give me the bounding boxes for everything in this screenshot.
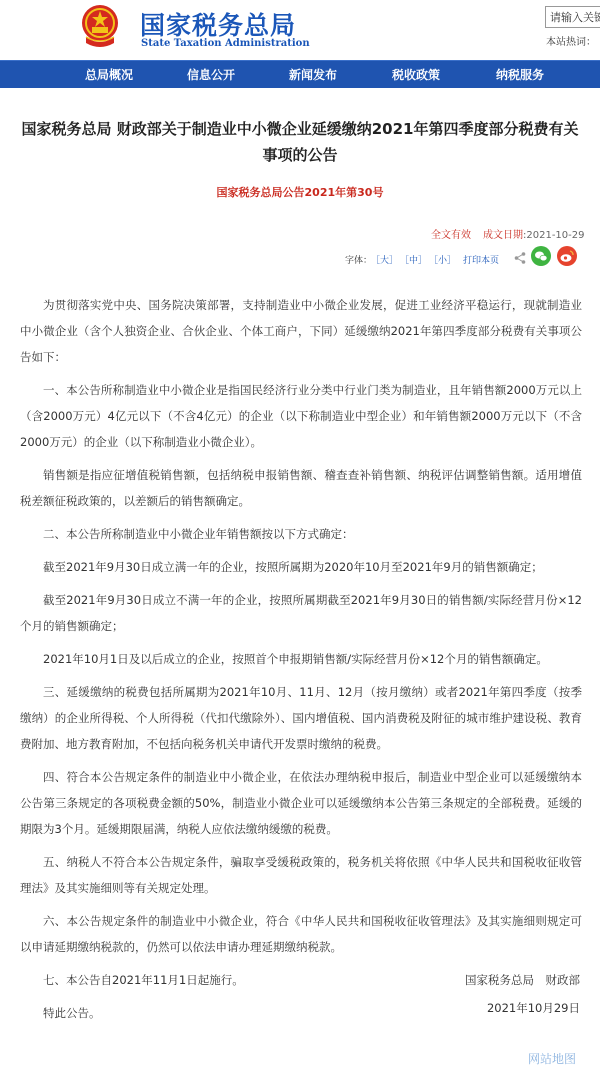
validity-status: 全文有效 (431, 230, 471, 241)
site-header (0, 0, 600, 60)
paragraph-1: 一、本公告所称制造业中小微企业是指国民经济行业分类中行业门类为制造业，且年销售额2000万元以上（含2000万元）4亿元以下（不含4亿元）的企业（以下称制造业中型企业）和年销售额2000万元以下（不含2000万元）的企业（以下称制造业小微企业）。 (20, 383, 582, 449)
paragraph-5: 五、纳税人不符合本公告规定条件，骗取享受缓税政策的，税务机关将依照《中华人民共和国税收征收管理法》及其实施细则等有关规定处理。 (20, 855, 582, 895)
document-number: 国家税务总局公告2021年第30号 (216, 186, 384, 199)
nav-item-tax-service[interactable]: 纳税服务 (496, 68, 545, 82)
paragraph-2-item-2: 截至2021年9月30日成立不满一年的企业，按照所属期截至2021年9月30日的销售额/实际经营月份×12个月的销售额确定； (20, 593, 582, 633)
main-nav (0, 60, 600, 88)
paragraph-4: 四、符合本公告规定条件的制造业中小微企业，在依法办理纳税申报后，制造业中型企业可以延缓缴纳本公告第三条规定的各项税费金额的50%，制造业小微企业可以延缓缴纳本公告第三条规定的全部税费。延缓的期限为3个月。延缓期限届满，纳税人应依法缴纳缓缴的税费。 (20, 770, 582, 836)
print-page-button[interactable]: 打印本页 (463, 256, 500, 266)
hot-search-label: 本站热词： (546, 37, 596, 48)
paragraph-closing: 特此公告。 (43, 1006, 101, 1020)
paragraph-2-item-3: 2021年10月1日及以后成立的企业，按照首个申报期销售额/实际经营月份×12个月的销售额确定。 (43, 652, 548, 666)
paragraph-7: 七、本公告自2021年11月1日起施行。 (43, 973, 244, 987)
national-emblem-icon[interactable] (80, 3, 120, 51)
article-title: 国家税务总局 财政部关于制造业中小微企业延缓缴纳2021年第四季度部分税费有关事项的公告 (21, 120, 579, 164)
date-value: :2021-10-29 (523, 230, 585, 241)
paragraph-2: 二、本公告所称制造业中小微企业年销售额按以下方式确定： (43, 527, 354, 541)
weibo-share-icon[interactable] (557, 246, 577, 266)
nav-item-news[interactable]: 新闻发布 (289, 68, 338, 82)
site-map-link[interactable]: 网站地图 (528, 1052, 577, 1066)
paragraph-3: 三、延缓缴纳的税费包括所属期为2021年10月、11月、12月（按月缴纳）或者2021年第四季度（按季缴纳）的企业所得税、个人所得税（代扣代缴除外）、国内增值税、国内消费税及附征的城市维护建设税、教育费附加、地方教育附加，不包括向税务机关申请代开发票时缴纳的税费。 (20, 685, 582, 751)
wechat-share-icon[interactable] (531, 246, 551, 266)
font-medium-button[interactable]: ［中］ (400, 256, 428, 266)
nav-item-tax-policy[interactable]: 税收政策 (392, 68, 441, 82)
share-icon[interactable] (513, 251, 527, 265)
search-input[interactable] (545, 6, 600, 28)
nav-item-info-disclosure[interactable]: 信息公开 (187, 68, 236, 82)
signing-organizations: 国家税务总局 财政部 (465, 973, 580, 987)
article-body (20, 292, 582, 1033)
date-label: 成文日期 (483, 230, 523, 241)
site-logo-english: State Taxation Administration (141, 38, 310, 49)
font-size-label: 字体： (345, 256, 373, 266)
site-logo-text[interactable]: 国家税务总局 (140, 11, 297, 40)
paragraph-1-note: 销售额是指应征增值税销售额，包括纳税申报销售额、稽查查补销售额、纳税评估调整销售额。适用增值税差额征税政策的，以差额后的销售额确定。 (20, 468, 582, 508)
paragraph-2-item-1: 截至2021年9月30日成立满一年的企业，按照所属期为2020年10月至2021年9月的销售额确定； (43, 560, 543, 574)
font-large-button[interactable]: ［大］ (371, 256, 399, 266)
paragraph-6: 六、本公告规定条件的制造业中小微企业，符合《中华人民共和国税收征收管理法》及其实施细则规定可以申请延期缴纳税款的，仍然可以依法申请办理延期缴纳税款。 (20, 914, 582, 954)
document-date (483, 226, 584, 241)
nav-item-overview[interactable]: 总局概况 (85, 68, 134, 82)
paragraph-intro: 为贯彻落实党中央、国务院决策部署，支持制造业中小微企业发展，促进工业经济平稳运行，现就制造业中小微企业（含个人独资企业、合伙企业、个体工商户，下同）延缓缴纳2021年第四季度部分税费有关事项公告如下： (20, 298, 582, 364)
font-small-button[interactable]: ［小］ (429, 256, 457, 266)
signing-date: 2021年10月29日 (486, 1001, 580, 1015)
